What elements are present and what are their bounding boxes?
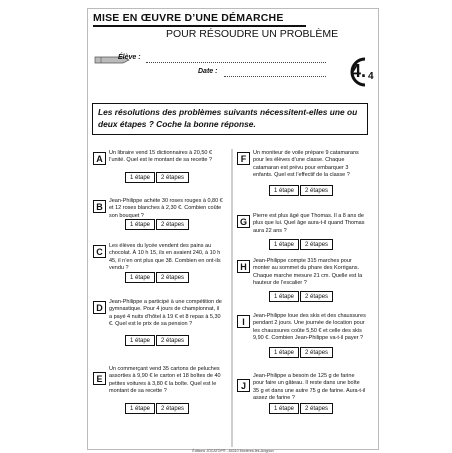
answer-options-d	[125, 335, 189, 346]
one-step-option-j[interactable]: 1 étape	[269, 403, 299, 414]
answer-options-c	[125, 272, 189, 283]
worksheet-page	[87, 8, 379, 453]
one-step-option-b[interactable]: 1 étape	[125, 219, 155, 230]
two-steps-option-j[interactable]: 2 étapes	[300, 403, 333, 414]
two-steps-option-h[interactable]: 2 étapes	[300, 291, 333, 302]
question-text-b: Jean-Philippe achète 30 roses rouges à 0,80 € et 12 roses blanches à 2,30 €. Combien coûte son bouquet ?	[109, 198, 223, 219]
two-steps-option-c[interactable]: 2 étapes	[156, 272, 189, 283]
question-letter-a: A	[93, 152, 106, 165]
question-text-f: Un moniteur de voile prépare 9 catamarans pour les élèves d’une classe. Chaque catamaran est prévu pour embarquer 3 enfants. Quel est l’effectif de la classe ?	[253, 150, 359, 178]
question-letter-b: B	[93, 200, 106, 213]
eleve-field[interactable]	[146, 55, 326, 63]
one-step-option-h[interactable]: 1 étape	[269, 291, 299, 302]
question-text-h: Jean-Philippe compte 315 marches pour monter au sommet du phare des Korrigans. Chaque marche mesure 21 cm. Quelle est la hauteur de l’escalier ?	[253, 258, 363, 286]
question-letter-h: H	[237, 260, 250, 273]
answer-options-a	[125, 172, 189, 183]
answer-options-g	[269, 239, 333, 250]
two-steps-option-e[interactable]: 2 étapes	[156, 403, 189, 414]
question-text-c: Les élèves du lycée vendent des pains au chocolat. À 10 h 15, ils en avaient 240, à 10 h 45, il n’en ont plus que 38. Combien en ont-ils vendu ?	[109, 243, 221, 271]
question-letter-i: I	[237, 315, 250, 328]
question-letter-e: E	[93, 372, 106, 385]
one-step-option-c[interactable]: 1 étape	[125, 272, 155, 283]
one-step-option-i[interactable]: 1 étape	[269, 347, 299, 358]
eleve-label: Élève :	[118, 54, 141, 61]
two-steps-option-d[interactable]: 2 étapes	[156, 335, 189, 346]
answer-options-e	[125, 403, 189, 414]
one-step-option-e[interactable]: 1 étape	[125, 403, 155, 414]
date-field[interactable]	[224, 69, 326, 77]
question-text-a: Un libraire vend 15 dictionnaires à 20,50 € l’unité. Quel est le montant de sa recette ?	[109, 150, 213, 164]
section-number: 4.	[351, 61, 367, 81]
two-steps-option-g[interactable]: 2 étapes	[300, 239, 333, 250]
two-steps-option-a[interactable]: 2 étapes	[156, 172, 189, 183]
answer-options-i	[269, 347, 333, 358]
question-letter-f: F	[237, 152, 250, 165]
two-steps-option-f[interactable]: 2 étapes	[300, 185, 333, 196]
answer-options-j	[269, 403, 333, 414]
question-letter-j: J	[237, 379, 250, 392]
publisher-footer: Éditions JOCATOP® - 84310 Morières-lès-Avignon	[192, 449, 274, 453]
question-letter-c: C	[93, 245, 106, 258]
question-text-e: Un commerçant vend 35 cartons de peluches assorties à 9,90 € le carton et 18 boîtes de 40 petites voitures à 3,80 € la boîte. Quel est le montant de sa recette ?	[109, 366, 221, 394]
answer-options-b	[125, 219, 189, 230]
worksheet-title: MISE EN ŒUVRE D’UNE DÉMARCHE	[93, 12, 284, 24]
answer-options-f	[269, 185, 333, 196]
one-step-option-a[interactable]: 1 étape	[125, 172, 155, 183]
question-letter-d: D	[93, 301, 106, 314]
column-divider	[231, 149, 233, 447]
one-step-option-g[interactable]: 1 étape	[269, 239, 299, 250]
one-step-option-f[interactable]: 1 étape	[269, 185, 299, 196]
title-underline	[93, 25, 306, 27]
question-text-d: Jean-Philippe a participé à une compétition de gymnastique. Pour 4 jours de championnat, il a payé 4 nuits d’hôtel à 19 € et 8 repas à 5,30 €. Quel est le prix de sa pension ?	[109, 299, 222, 327]
worksheet-subtitle: POUR RÉSOUDRE UN PROBLÈME	[166, 28, 339, 40]
question-text-j: Jean-Philippe a besoin de 125 g de farine pour faire un gâteau. Il reste dans une boîte 35 g et dans une autre 75 g de farine. Aura-t-il assez de farine ?	[253, 373, 366, 401]
one-step-option-d[interactable]: 1 étape	[125, 335, 155, 346]
instructions-box: Les résolutions des problèmes suivants nécessitent-elles une ou deux étapes ? Coche la bonne réponse.	[92, 103, 368, 135]
question-text-g: Pierre est plus âgé que Thomas. Il a 8 ans de plus que lui. Quel âge aura-t-il quand Thomas aura 22 ans ?	[253, 213, 365, 234]
answer-options-h	[269, 291, 333, 302]
question-letter-g: G	[237, 215, 250, 228]
section-subnumber: 4	[368, 71, 374, 82]
two-steps-option-i[interactable]: 2 étapes	[300, 347, 333, 358]
two-steps-option-b[interactable]: 2 étapes	[156, 219, 189, 230]
question-text-i: Jean-Philippe loue des skis et des chaussures pendant 2 jours. Une journée de location pour les chaussures coûte 5,50 € et celle des skis 9,90 €. Combien Jean-Philippe va-t-il payer ?	[253, 313, 366, 341]
date-label: Date :	[198, 68, 218, 75]
